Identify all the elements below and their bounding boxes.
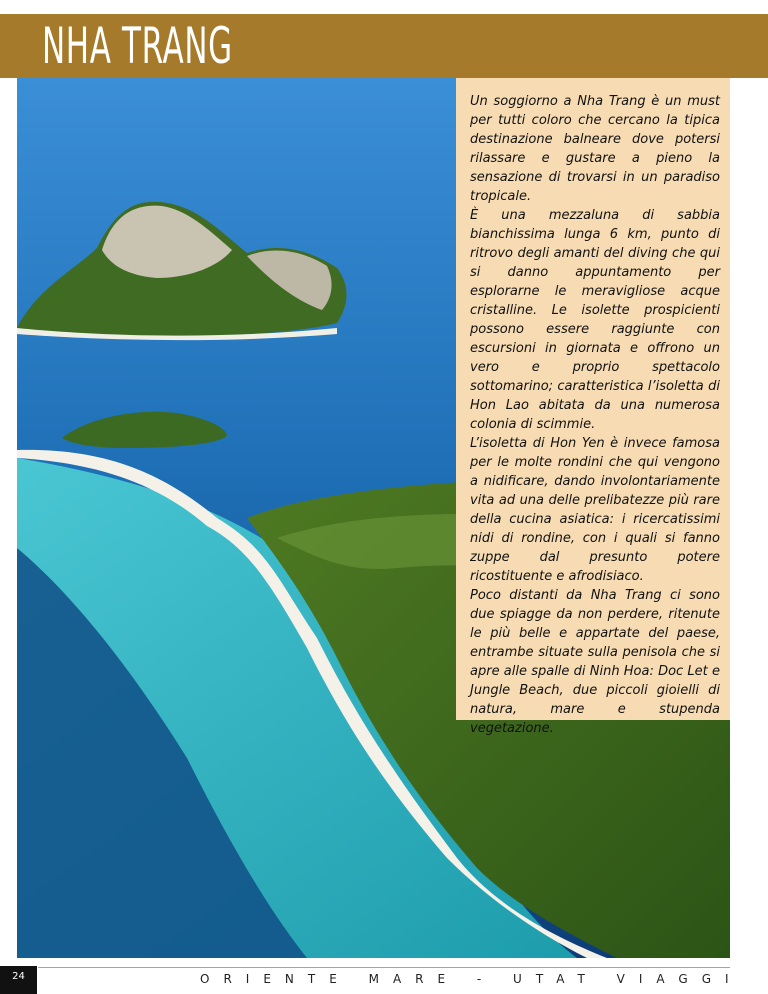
page-number: 24 bbox=[12, 971, 25, 982]
article-paragraph: L’isoletta di Hon Yen è invece famosa per le molte rondini che qui vengono a nidificare, dando involontariamente vita ad una delle prelibatezze più rare della cucina asiatica: i ricercatissimi nidi di rondine, con i quali si fanno zuppe dal presunto potere ricostituente e afrodisiaco. bbox=[470, 436, 720, 584]
article-text-box bbox=[456, 78, 730, 736]
article-paragraph: È una mezzaluna di sabbia bianchissima lunga 6 km, punto di ritrovo degli amanti del diving che qui si danno appuntamento per esplorarne le meravigliose acque cristalline. Le isolette prospicienti possono essere raggiunte con escursioni in giornata e offrono un vero e proprio spettacolo sottomarino; caratteristica l’isoletta di Hon Lao abitata da una numerosa colonia di scimmie. bbox=[470, 208, 720, 432]
footer-divider bbox=[38, 967, 730, 968]
footer-caption: ORIENTE MARE - UTAT VIAGGI bbox=[200, 972, 743, 986]
article-paragraph: Poco distanti da Nha Trang ci sono due spiagge da non perdere, ritenute le più belle e appartate del paese, entrambe situate sulla penisola che si apre alle spalle di Ninh Hoa: Doc Let e Jungle Beach, due piccoli gioielli di natura, mare e stupenda vegetazione. bbox=[470, 588, 720, 736]
page-title: NHA TRANG bbox=[42, 17, 233, 75]
article-paragraph: Un soggiorno a Nha Trang è un must per tutti coloro che cercano la tipica destinazione balneare dove potersi rilassare e gustare a pieno la sensazione di trovarsi in un paradiso tropicale. bbox=[470, 94, 720, 204]
